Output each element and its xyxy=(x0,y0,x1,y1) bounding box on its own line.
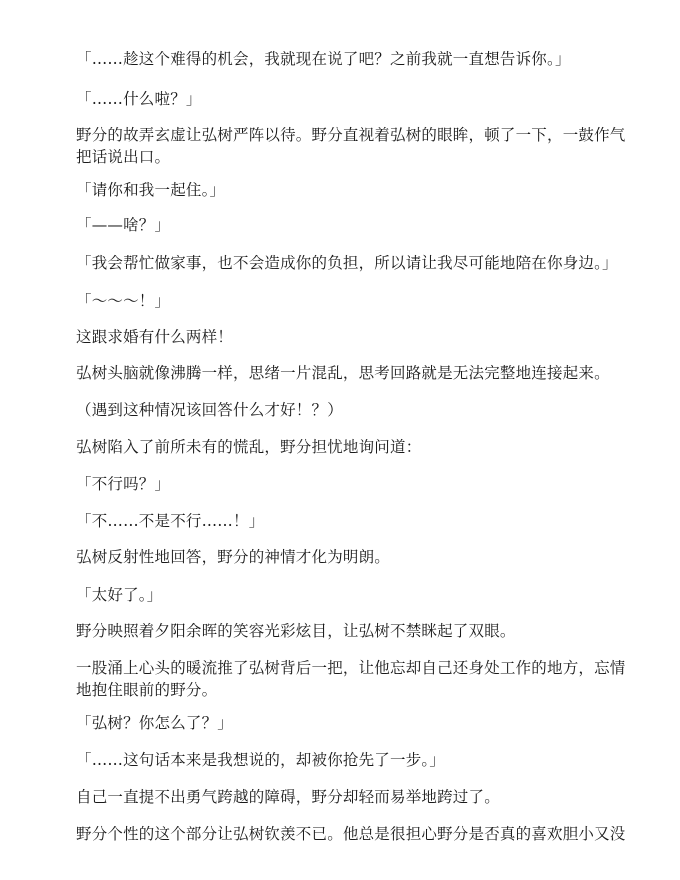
paragraph-9: 弘树头脑就像沸腾一样，思绪一片混乱，思考回路就是无法完整地连接起来。 xyxy=(76,364,610,382)
paragraph-1: 「……趁这个难得的机会，我就现在说了吧？之前我就一直想告诉你。」 xyxy=(76,50,571,68)
paragraph-13: 「不……不是不行……！」 xyxy=(76,512,265,530)
paragraph-14: 弘树反射性地回答，野分的神情才化为明朗。 xyxy=(76,548,391,566)
paragraph-4: 「请你和我一起住。」 xyxy=(76,181,226,199)
paragraph-16: 野分映照着夕阳余晖的笑容光彩炫目，让弘树不禁眯起了双眼。 xyxy=(76,622,516,640)
paragraph-5: 「——啥？」 xyxy=(76,216,171,234)
paragraph-15: 「太好了。」 xyxy=(76,586,163,604)
paragraph-18: 「弘树？你怎么了？」 xyxy=(76,714,234,732)
paragraph-12: 「不行吗？」 xyxy=(76,475,171,493)
paragraph-10: （遇到这种情况该回答什么才好！？） xyxy=(76,401,343,419)
paragraph-3: 野分的故弄玄虚让弘树严阵以待。野分直视着弘树的眼眸，顿了一下，一鼓作气 把话说出口。 xyxy=(76,126,626,166)
paragraph-7: 「～～～！」 xyxy=(76,292,171,310)
paragraph-17: 一股涌上心头的暖流推了弘树背后一把，让他忘却自己还身处工作的地方，忘情 地抱住眼前的野分。 xyxy=(76,659,626,699)
paragraph-19: 「……这句话本来是我想说的，却被你抢先了一步。」 xyxy=(76,751,446,769)
paragraph-20: 自己一直提不出勇气跨越的障碍，野分却轻而易举地跨过了。 xyxy=(76,788,500,806)
paragraph-2: 「……什么啦？」 xyxy=(76,90,202,108)
paragraph-11: 弘树陷入了前所未有的慌乱，野分担忧地询问道： xyxy=(76,438,422,456)
paragraph-21: 野分个性的这个部分让弘树钦羡不已。他总是很担心野分是否真的喜欢胆小又没 xyxy=(76,825,626,843)
paragraph-6: 「我会帮忙做家事，也不会造成你的负担，所以请让我尽可能地陪在你身边。」 xyxy=(76,254,618,272)
paragraph-8: 这跟求婚有什么两样！ xyxy=(76,328,234,346)
